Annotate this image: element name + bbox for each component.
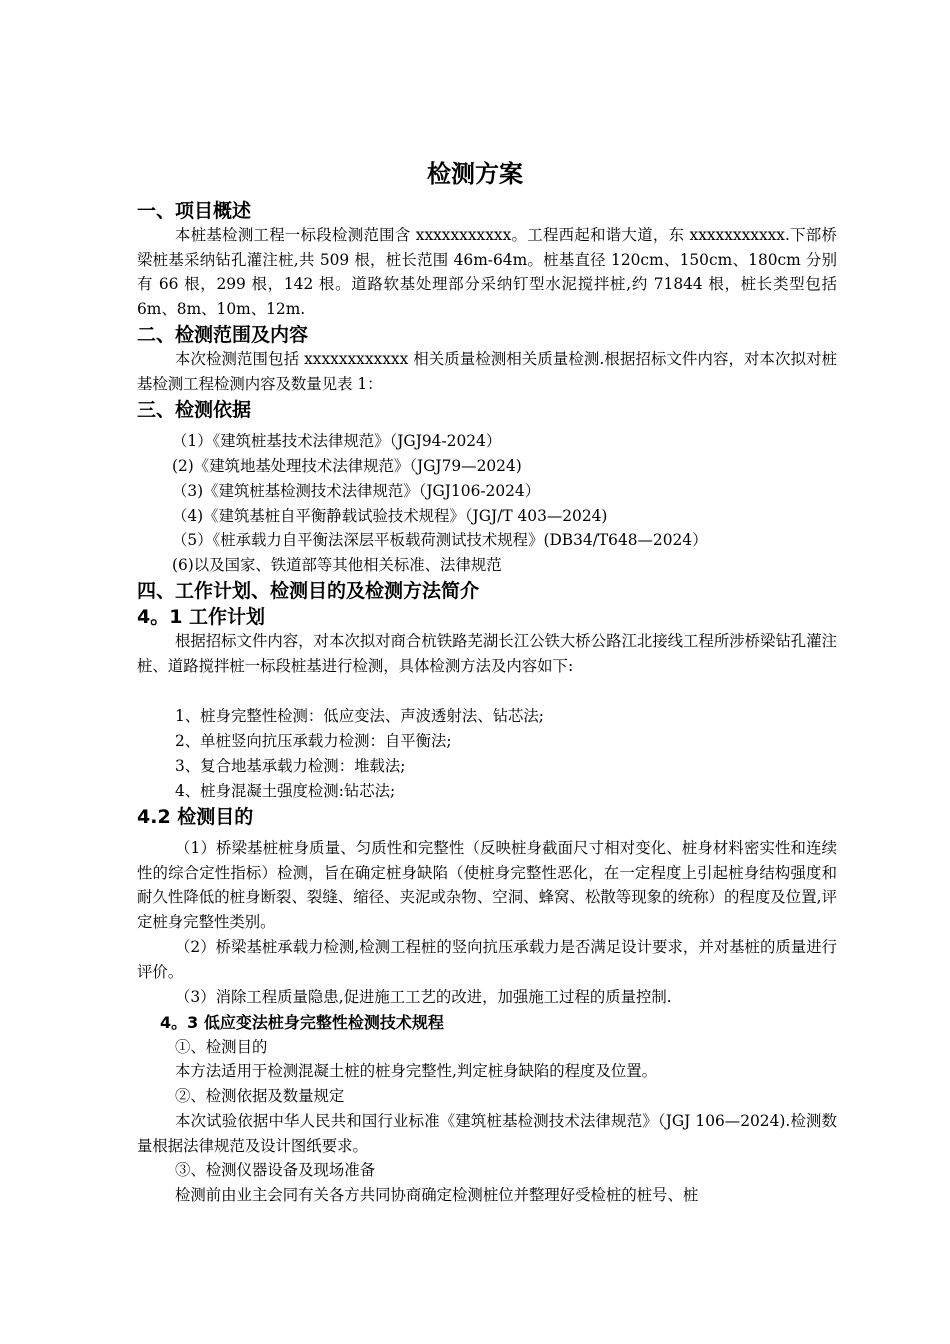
method-item-1: ①、检测目的: [175, 1038, 268, 1056]
section-4-2-heading: 4.2 检测目的: [137, 806, 254, 828]
method-item-3: ③、检测仪器设备及现场准备: [175, 1161, 376, 1179]
method-body-2: 本次试验依据中华人民共和国行业标准《建筑桩基检测技术法律规范》（JGJ 106—2024).检测数量根据法律规范及设计图纸要求。: [137, 1112, 837, 1155]
document-title: 检测方案: [427, 160, 523, 188]
method-body-1: 本方法适用于检测混凝土桩的桩身完整性,判定桩身缺陷的程度及位置。: [175, 1062, 658, 1080]
plan-item-2: 2、单桩竖向抗压承载力检测：自平衡法;: [175, 732, 452, 750]
section-4-heading: 四、工作计划、检测目的及检测方法简介: [137, 580, 480, 602]
section-2-heading: 二、检测范围及内容: [137, 324, 309, 346]
plan-item-1: 1、桩身完整性检测：低应变法、声波透射法、钻芯法;: [175, 707, 544, 725]
purpose-paragraph-3: （3）消除工程质量隐患,促进施工工艺的改进，加强施工过程的质量控制.: [175, 988, 672, 1006]
purpose-paragraph-1: （1）桥梁基桩桩身质量、匀质性和完整性（反映桩身截面尺寸相对变化、桩身材料密实性和连续性的综合定性指标）检测，旨在确定桩身缺陷（使桩身完整性恶化，在一定程度上引起桩身结构强度和耐久性降低的桩身断裂、裂缝、缩径、夹泥或杂物、空洞、蜂窝、松散等现象的统称）的程度及位置,评定桩身完整性类别。: [137, 839, 837, 931]
section-4-1-heading: 4。1 工作计划: [137, 606, 266, 628]
basis-item-1: （1）《建筑桩基技术法律规范》（JGJ94-2024）: [172, 432, 502, 450]
basis-item-6: (6)以及国家、铁道部等其他相关标准、法律规范: [172, 556, 502, 574]
basis-item-2: (2)《建筑地基处理技术法律规范》（JGJ79—2024): [172, 457, 522, 475]
basis-item-4: （4)《建筑基桩自平衡静载试验技术规程》（JGJ/T 403—2024): [172, 507, 608, 525]
section-3-heading: 三、检测依据: [137, 399, 252, 421]
section-1-body: 本桩基检测工程一标段检测范围含 xxxxxxxxxxx。工程西起和谐大道，东 xxxxxxxxxxx.下部桥梁桩基采纳钻孔灌注桩,共 509 根，桩长范围 46m-64m。桩基直径 120cm、150cm、180cm 分别有 66 根，299 根，142 根。道路软基处理部分采纳钉型水泥搅拌桩,约 71844 根，桩长类型包括 6m、8m、10m、12m.: [137, 226, 837, 318]
method-item-2: ②、检测依据及数量规定: [175, 1087, 345, 1105]
plan-item-4: 4、桩身混凝土强度检测:钻芯法;: [175, 782, 396, 800]
method-body-3: 检测前由业主会同有关各方共同协商确定检测桩位并整理好受检桩的桩号、桩: [175, 1186, 699, 1204]
section-4-1-body: 根据招标文件内容，对本次拟对商合杭铁路芜湖长江公铁大桥公路江北接线工程所涉桥梁钻孔灌注桩、道路搅拌桩一标段桩基进行检测，具体检测方法及内容如下:: [137, 632, 837, 675]
section-1-heading: 一、项目概述: [137, 200, 252, 222]
basis-item-5: （5）《桩承载力自平衡法深层平板载荷测试技术规程》(DB34/T648—2024）: [172, 531, 708, 549]
section-2-body: 本次检测范围包括 xxxxxxxxxxxx 相关质量检测相关质量检测.根据招标文件内容，对本次拟对桩基检测工程检测内容及数量见表 1：: [137, 350, 837, 393]
basis-item-3: （3)《建筑桩基检测技术法律规范》（JGJ106-2024）: [172, 482, 541, 500]
purpose-paragraph-2: （2）桥梁基桩承载力检测,检测工程桩的竖向抗压承载力是否满足设计要求，并对基桩的质量进行评价。: [137, 938, 837, 981]
plan-item-3: 3、复合地基承载力检测：堆载法;: [175, 757, 406, 775]
section-4-3-heading: 4。3 低应变法桩身完整性检测技术规程: [160, 1013, 444, 1032]
